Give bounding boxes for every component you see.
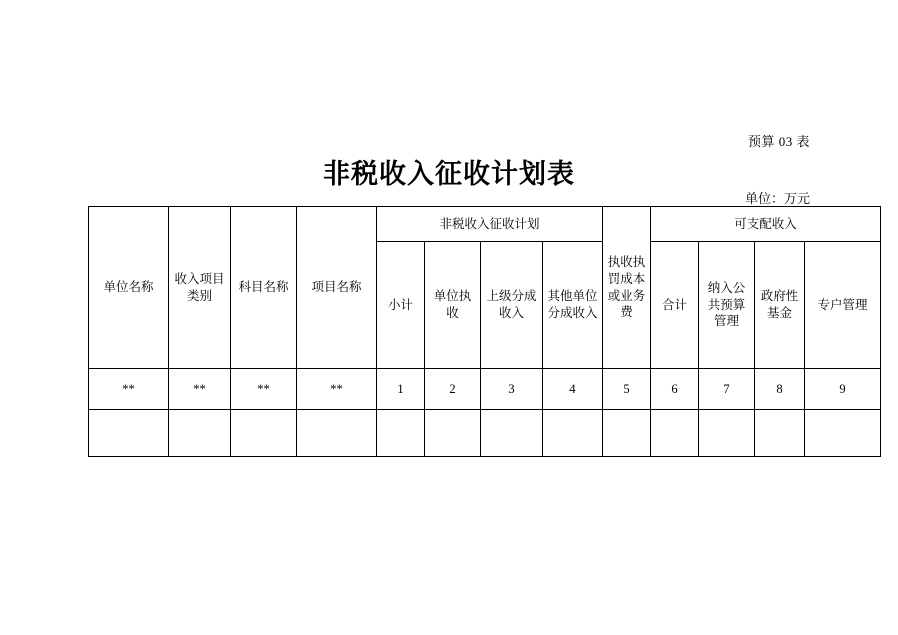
col-header-revenue-category: 收入项目类别 [169, 207, 231, 369]
cell-public-budget [699, 410, 755, 457]
cell-unit-name [89, 410, 169, 457]
group-header-disposable-income: 可支配收入 [651, 207, 881, 242]
cell-special-account [805, 410, 881, 457]
form-code: 预算 03 表 [747, 134, 810, 149]
cell-subtotal: 1 [377, 369, 425, 410]
cell-subtotal [377, 410, 425, 457]
cell-public-budget: 7 [699, 369, 755, 410]
cell-total: 6 [651, 369, 699, 410]
cell-other-unit-share [543, 410, 603, 457]
table-row [89, 369, 881, 410]
non-tax-revenue-table [88, 206, 881, 457]
cell-superior-share: 3 [481, 369, 543, 410]
cell-other-unit-share: 4 [543, 369, 603, 410]
col-header-other-unit-share: 其他单位分成收入 [543, 242, 603, 369]
col-header-total: 合计 [651, 242, 699, 369]
col-header-unit-name: 单位名称 [89, 207, 169, 369]
cell-revenue-category [169, 410, 231, 457]
group-header-collection-plan: 非税收入征收计划 [377, 207, 603, 242]
cell-government-fund [755, 410, 805, 457]
col-header-public-budget: 纳入公共预算管理 [699, 242, 755, 369]
cell-total [651, 410, 699, 457]
col-header-government-fund: 政府性基金 [755, 242, 805, 369]
col-header-subject-name: 科目名称 [231, 207, 297, 369]
cell-project-name: ** [297, 369, 377, 410]
unit-note: 单位：万元 [744, 191, 810, 206]
cell-collection-cost: 5 [603, 369, 651, 410]
cell-subject-name [231, 410, 297, 457]
table-row [89, 410, 881, 457]
cell-project-name [297, 410, 377, 457]
cell-government-fund: 8 [755, 369, 805, 410]
cell-collection-cost [603, 410, 651, 457]
cell-revenue-category: ** [169, 369, 231, 410]
cell-superior-share [481, 410, 543, 457]
col-header-unit-collection: 单位执收 [425, 242, 481, 369]
cell-unit-collection: 2 [425, 369, 481, 410]
col-header-collection-cost: 执收执罚成本或业务费 [603, 207, 651, 369]
col-header-project-name: 项目名称 [297, 207, 377, 369]
cell-unit-name: ** [89, 369, 169, 410]
col-header-subtotal: 小计 [377, 242, 425, 369]
col-header-superior-share: 上级分成收入 [481, 242, 543, 369]
cell-special-account: 9 [805, 369, 881, 410]
cell-subject-name: ** [231, 369, 297, 410]
col-header-special-account: 专户管理 [805, 242, 881, 369]
page-title: 非税收入征收计划表 [323, 159, 575, 189]
cell-unit-collection [425, 410, 481, 457]
